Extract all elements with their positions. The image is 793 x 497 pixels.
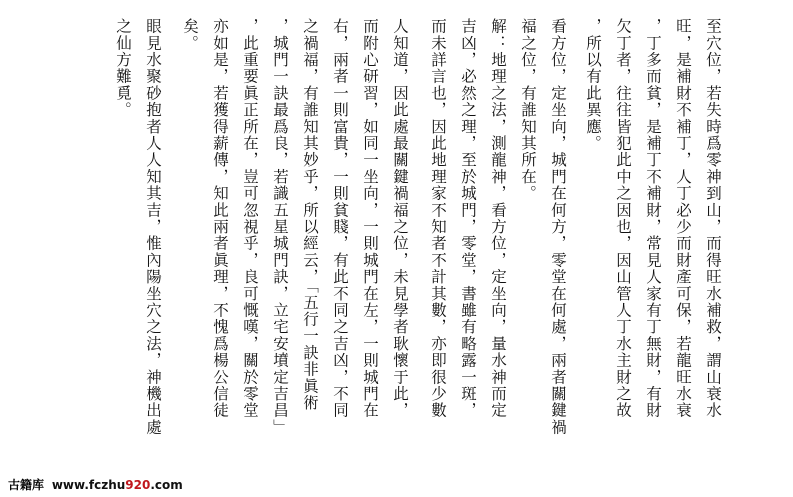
text-column-11: 人知道，因此處最關鍵禍福之位，未見學者耿懷于此， [391,18,409,419]
text-column-3: ，丁多而貧，是補丁不補財，常見人家有丁無財，有財 [644,18,662,419]
text-column-6: 看方位，定坐向，城門在何方，零堂在何處，兩者關鍵禍 [549,18,567,436]
text-column-5: ，所以有此異應。 [584,18,602,152]
site-url-number: 920 [125,478,151,492]
text-column-17: 亦如是，若獲得薪傳，知此兩者眞理，不愧爲楊公信徒 [211,18,229,419]
site-brand-label: 古籍库 [8,478,45,492]
text-column-19: 眼見水聚砂抱者人人知其吉，惟內陽坐穴之法，神機出處 [144,18,162,436]
text-column-10: 而未詳言也，因此地理家不知者不計其數，亦即很少數 [429,18,447,419]
text-column-2: 旺，是補財不補丁，人丁必少而財產可保，若龍旺水衰 [674,18,692,419]
text-column-15: ，城門一訣最爲良，若識五星城門訣，立宅安墳定吉昌」 [271,18,289,436]
text-column-7: 福之位，有誰知其所在。 [519,18,537,202]
site-url-prefix: www.fczhu [51,478,126,492]
site-url-suffix: .com [150,478,183,492]
text-column-14: 之禍福，有誰知其妙乎，所以經云，「五行一訣非眞術 [301,18,319,412]
text-column-12: 而附心研習，如同一坐向，一則城門在左，一則城門在 [361,18,379,419]
text-column-13: 右，兩者一則富貴，一則貧賤，有此不同之吉凶，不同 [331,18,349,419]
site-url[interactable] [52,478,183,492]
text-column-1: 至穴位，若失時爲零神到山，而得旺水補救，謂山衰水 [704,18,722,419]
text-column-9: 吉凶，必然之理，至於城門，零堂，書雖有略露一斑， [459,18,477,419]
text-column-20: 之仙方難覓。 [114,18,132,119]
text-column-18: 矣。 [181,18,199,52]
text-column-4: 欠丁者，往往皆犯此中之因也，因山管人丁水主財之故 [614,18,632,419]
text-column-16: ，此重要眞正所在，豈可忽視乎，良可慨嘆，關於零堂 [241,18,259,419]
site-watermark [8,477,183,493]
text-column-8: 解：地理之法，測龍神，看方位，定坐向，量水神而定 [489,18,507,419]
